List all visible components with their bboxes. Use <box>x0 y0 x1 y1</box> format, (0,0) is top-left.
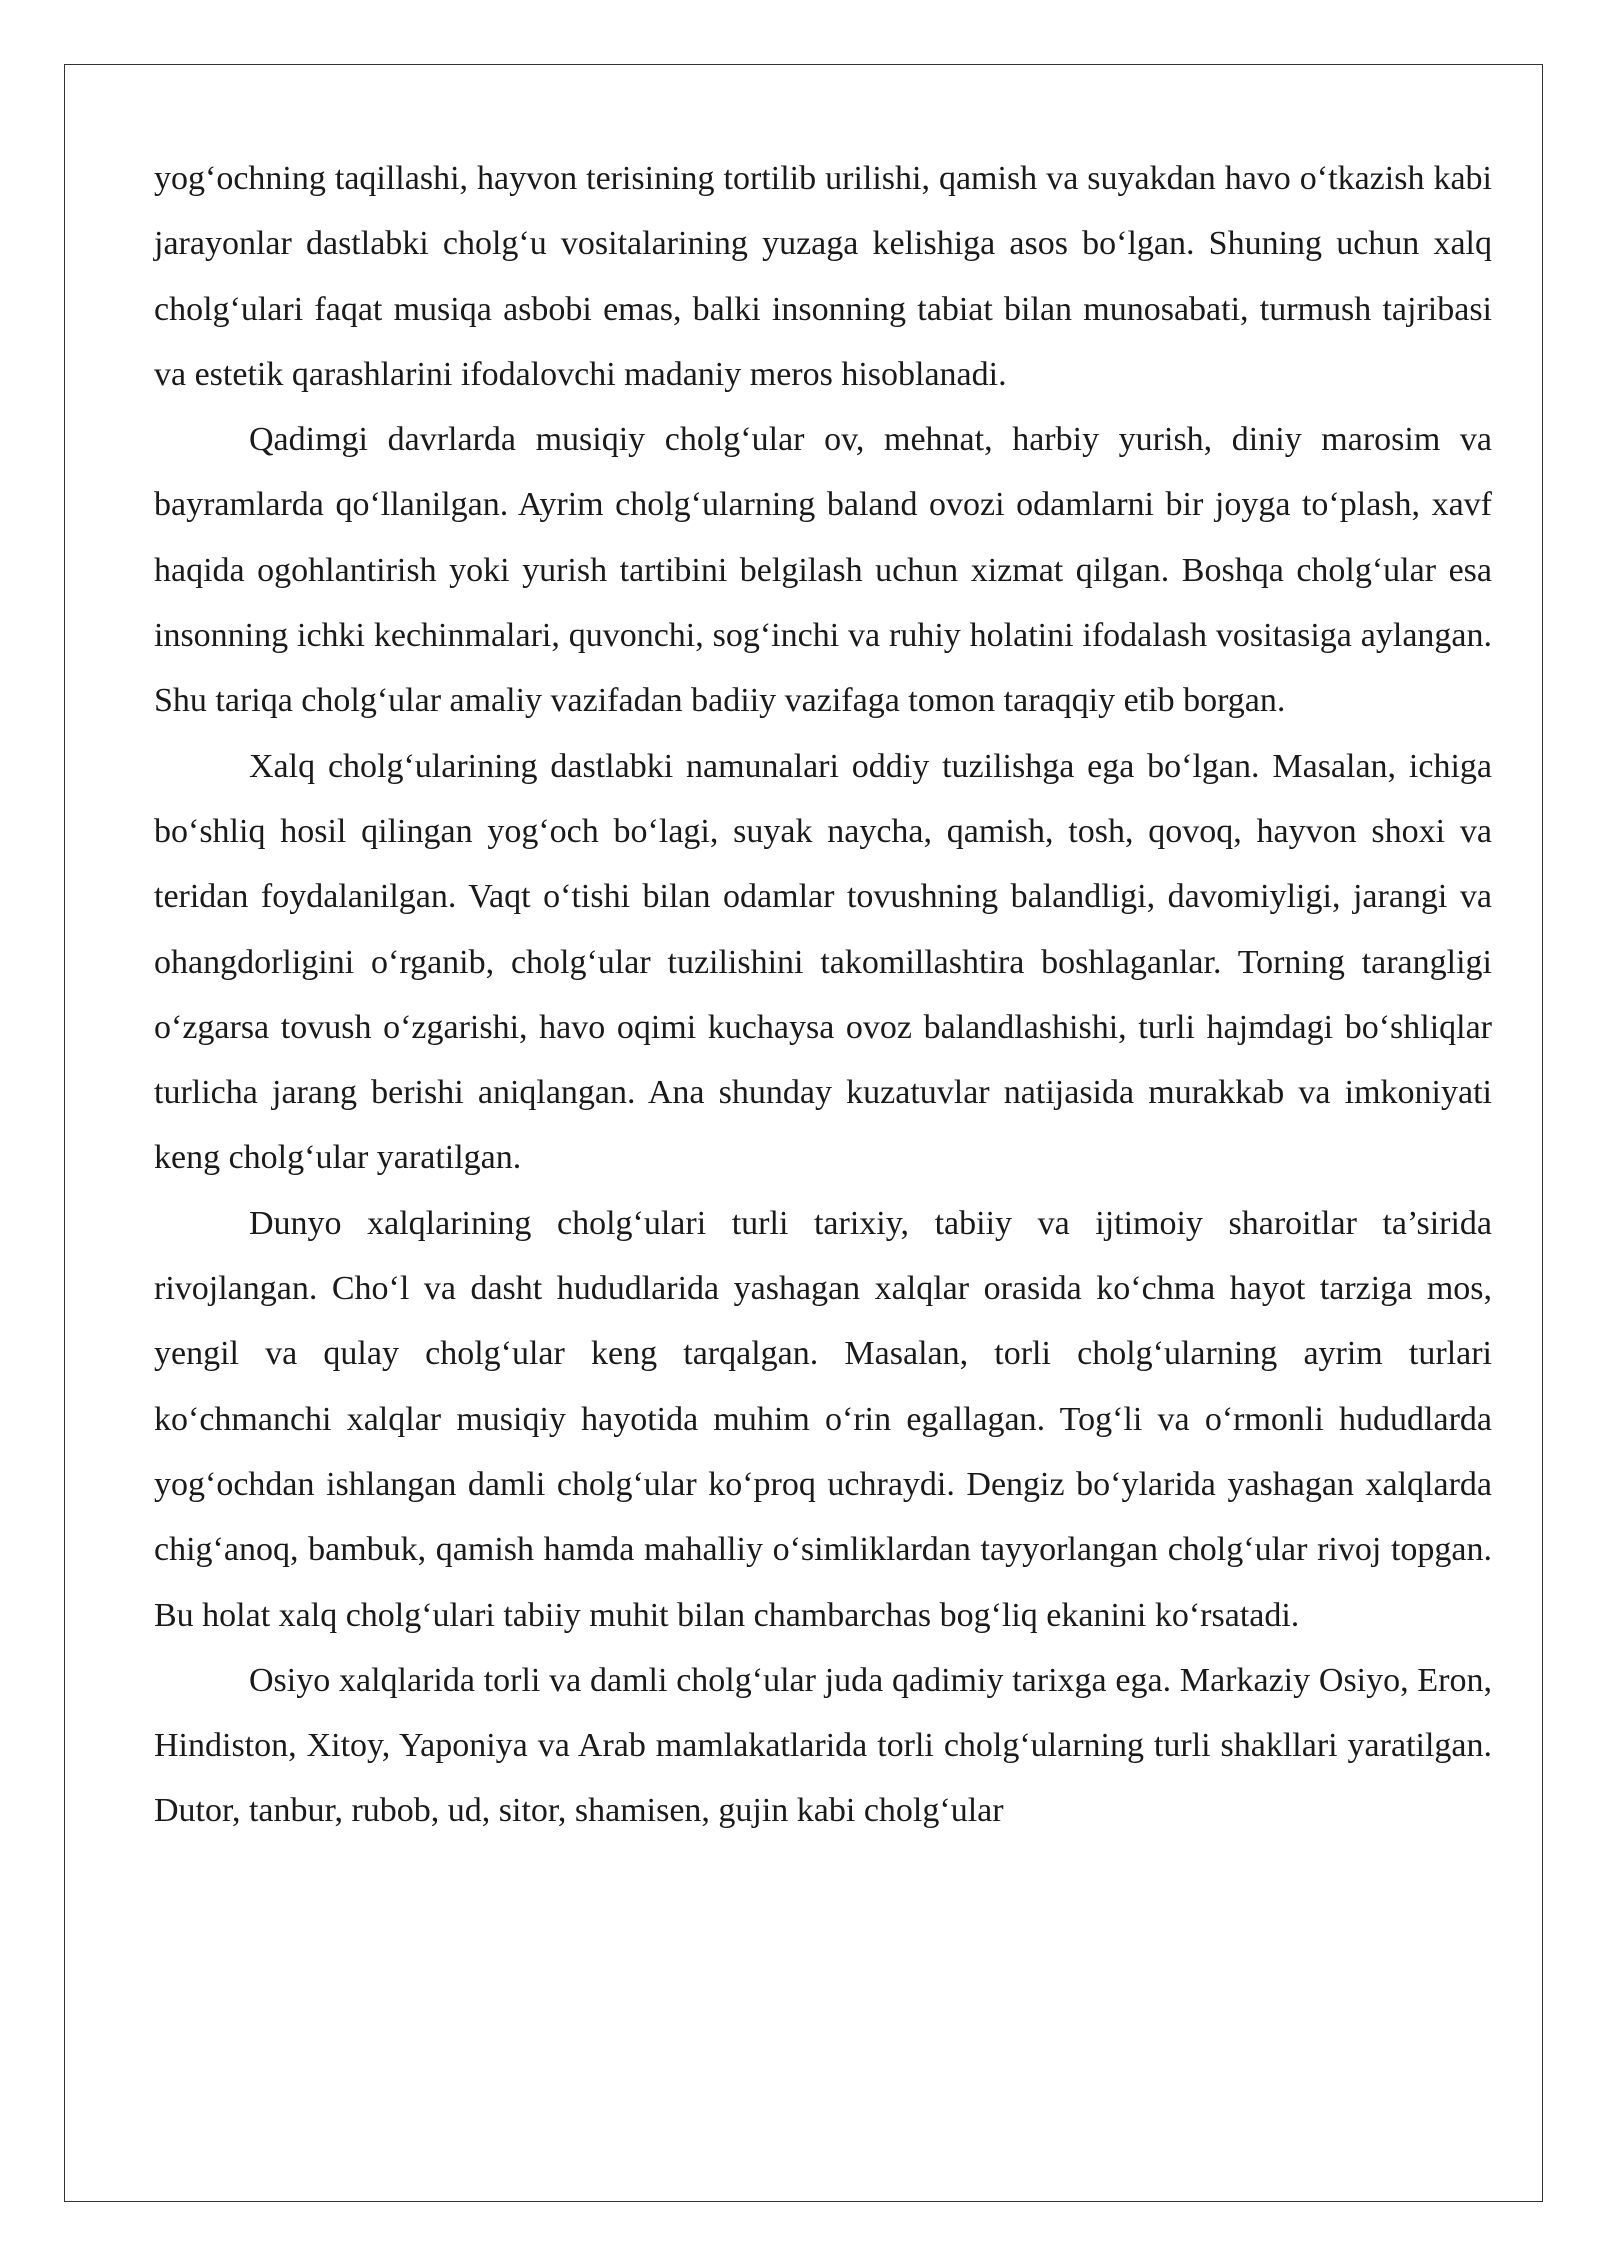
paragraph-4: Dunyo xalqlarining cholg‘ulari turli tarixiy, tabiiy va ijtimoiy sharoitlar ta’sirida rivojlangan. Cho‘l va dasht hududlarida yashagan xalqlar orasida ko‘chma hayot tarziga mos, yengil va qulay cholg‘ular keng tarqalgan. Masalan, torli cholg‘ularning ayrim turlari ko‘chmanchi xalqlar musiqiy hayotida muhim o‘rin egallagan. Tog‘li va o‘rmonli hududlarda yog‘ochdan ishlangan damli cholg‘ular ko‘proq uchraydi. Dengiz bo‘ylarida yashagan xalqlarda chig‘anoq, bambuk, qamish hamda mahalliy o‘simliklardan tayyorlangan cholg‘ular rivoj topgan. Bu holat xalq cholg‘ulari tabiiy muhit bilan chambarchas bog‘liq ekanini ko‘rsatadi. <box>154 1204 1492 1634</box>
paragraph-3: Xalq cholg‘ularining dastlabki namunalari oddiy tuzilishga ega bo‘lgan. Masalan, ichiga bo‘shliq hosil qilingan yog‘och bo‘lagi, suyak naycha, qamish, tosh, qovoq, hayvon shoxi va teridan foydalanilgan. Vaqt o‘tishi bilan odamlar tovushning balandligi, davomiyligi, jarangi va ohangdorligini o‘rganib, cholg‘ular tuzilishini takomillashtira boshlaganlar. Torning tarangligi o‘zgarsa tovush o‘zgarishi, havo oqimi kuchaysa ovoz balandlashishi, turli hajmdagi bo‘shliqlar turlicha jarang berishi aniqlangan. Ana shunday kuzatuvlar natijasida murakkab va imkoniyati keng cholg‘ular yaratilgan. <box>154 747 1492 1177</box>
paragraph-5: Osiyo xalqlarida torli va damli cholg‘ular juda qadimiy tarixga ega. Markaziy Osiyo, Eron, Hindiston, Xitoy, Yaponiya va Arab mamlakatlarida torli cholg‘ularning turli shakllari yaratilgan. Dutor, tanbur, rubob, ud, sitor, shamisen, gujin kabi cholg‘ular <box>154 1661 1492 1830</box>
paragraph-2: Qadimgi davrlarda musiqiy cholg‘ular ov, mehnat, harbiy yurish, diniy marosim va bayramlarda qo‘llanilgan. Ayrim cholg‘ularning baland ovozi odamlarni bir joyga to‘plash, xavf haqida ogohlantirish yoki yurish tartibini belgilash uchun xizmat qilgan. Boshqa cholg‘ular esa insonning ichki kechinmalari, quvonchi, sog‘inchi va ruhiy holatini ifodalash vositasiga aylangan. Shu tariqa cholg‘ular amaliy vazifadan badiiy vazifaga tomon taraqqiy etib borgan. <box>154 421 1492 720</box>
paragraph-1: yog‘ochning taqillashi, hayvon terisining tortilib urilishi, qamish va suyakdan havo o‘tkazish kabi jarayonlar dastlabki cholg‘u vositalarining yuzaga kelishiga asos bo‘lgan. Shuning uchun xalq cholg‘ulari faqat musiqa asbobi emas, balki insonning tabiat bilan munosabati, turmush tajribasi va estetik qarashlarini ifodalovchi madaniy meros hisoblanadi. <box>154 160 1492 393</box>
document-body <box>154 146 1492 1844</box>
